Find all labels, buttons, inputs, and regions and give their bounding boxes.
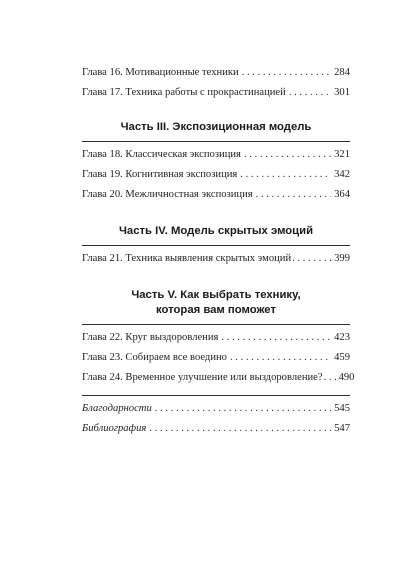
toc-row bbox=[82, 66, 350, 86]
toc-entry-title: Глава 24. Временное улучшение или выздоровление? bbox=[82, 372, 323, 383]
toc-entry-title: Глава 18. Классическая экспозиция bbox=[82, 149, 241, 160]
dot-leader bbox=[242, 66, 331, 79]
toc-entry-title: Глава 22. Круг выздоровления bbox=[82, 332, 219, 343]
toc-row bbox=[82, 422, 350, 442]
dot-leader bbox=[221, 331, 331, 344]
toc-entry-page: 547 bbox=[334, 423, 350, 434]
dot-leader bbox=[324, 371, 338, 384]
toc-entry-page: 423 bbox=[334, 332, 350, 343]
toc-entry-title: Благодарности bbox=[82, 403, 152, 414]
toc-row bbox=[82, 86, 350, 106]
toc-entry-page: 545 bbox=[334, 403, 350, 414]
toc-entry-page: 399 bbox=[334, 253, 350, 264]
toc-entry-title: Глава 21. Техника выявления скрытых эмоций bbox=[82, 253, 292, 264]
toc-entry-page: 342 bbox=[334, 169, 350, 180]
dot-leader bbox=[240, 168, 331, 181]
toc-entry-page: 301 bbox=[334, 87, 350, 98]
toc-entry-page: 459 bbox=[334, 352, 350, 363]
part-heading-line: которая вам поможет bbox=[156, 304, 276, 316]
toc-entry-title: Глава 17. Техника работы с прокрастинацией bbox=[82, 87, 286, 98]
toc-row bbox=[82, 331, 350, 351]
part-heading bbox=[82, 288, 350, 318]
toc-entry-page: 490 bbox=[338, 372, 355, 383]
dot-leader bbox=[155, 402, 331, 415]
toc-row bbox=[82, 351, 350, 371]
toc-entry-title: Глава 20. Межличностная экспозиция bbox=[82, 189, 253, 200]
dot-leader bbox=[289, 86, 331, 99]
toc-entry-title: Глава 23. Собираем все воедино bbox=[82, 352, 227, 363]
part-heading: Часть IV. Модель скрытых эмоций bbox=[118, 225, 314, 237]
toc-row bbox=[82, 371, 355, 391]
part-heading-line: Часть V. Как выбрать технику, bbox=[131, 289, 301, 301]
dot-leader bbox=[244, 148, 331, 161]
dot-leader bbox=[230, 351, 331, 364]
toc-row bbox=[82, 188, 350, 208]
dot-leader bbox=[292, 252, 333, 265]
dot-leader bbox=[256, 188, 331, 201]
toc-row bbox=[82, 252, 350, 272]
toc-row bbox=[82, 402, 350, 422]
part-heading: Часть III. Экспозиционная модель bbox=[120, 121, 312, 133]
toc-row bbox=[82, 148, 350, 168]
dot-leader bbox=[149, 422, 331, 435]
toc-entry-title: Глава 16. Мотивационные техники bbox=[82, 67, 239, 78]
toc-entry-page: 364 bbox=[334, 189, 350, 200]
toc-entry-page: 284 bbox=[334, 67, 350, 78]
toc-entry-title: Библиография bbox=[82, 423, 147, 434]
toc-row bbox=[82, 168, 350, 188]
table-of-contents bbox=[82, 62, 355, 442]
toc-entry-title: Глава 19. Когнитивная экспозиция bbox=[82, 169, 238, 180]
toc-entry-page: 321 bbox=[334, 149, 350, 160]
